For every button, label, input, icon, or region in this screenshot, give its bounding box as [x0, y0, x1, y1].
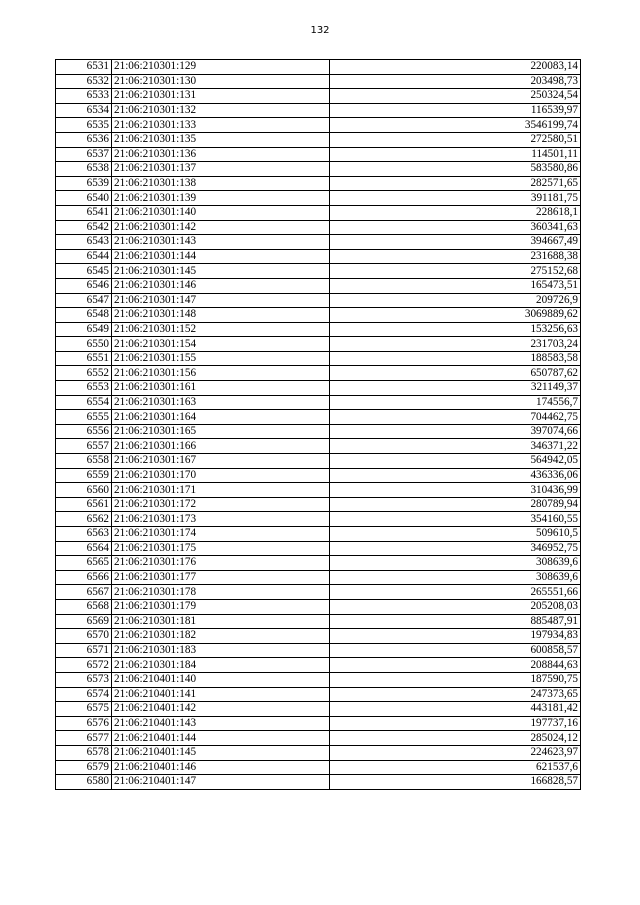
table-row — [56, 191, 581, 206]
row-number: 6573 — [56, 672, 112, 687]
cadastral-number: 21:06:210301:132 — [112, 103, 330, 118]
table-row — [56, 643, 581, 658]
cadastral-value: 188583,58 — [330, 351, 581, 366]
cadastral-number: 21:06:210301:152 — [112, 322, 330, 337]
row-number: 6537 — [56, 147, 112, 162]
cadastral-value: 308639,6 — [330, 570, 581, 585]
table-row — [56, 410, 581, 425]
cadastral-value: 174556,7 — [330, 395, 581, 410]
table-row — [56, 162, 581, 177]
row-number: 6546 — [56, 278, 112, 293]
cadastral-number: 21:06:210301:135 — [112, 132, 330, 147]
row-number: 6574 — [56, 687, 112, 702]
table-row — [56, 351, 581, 366]
row-number: 6538 — [56, 162, 112, 177]
table-row — [56, 147, 581, 162]
cadastral-value: 265551,66 — [330, 585, 581, 600]
table-row — [56, 614, 581, 629]
cadastral-value-table — [55, 59, 581, 790]
cadastral-value: 509610,5 — [330, 527, 581, 542]
table-row — [56, 424, 581, 439]
cadastral-number: 21:06:210301:137 — [112, 162, 330, 177]
cadastral-value: 621537,6 — [330, 760, 581, 775]
row-number: 6560 — [56, 483, 112, 498]
table-row — [56, 308, 581, 323]
cadastral-value: 583580,86 — [330, 162, 581, 177]
table-row — [56, 672, 581, 687]
row-number: 6544 — [56, 249, 112, 264]
cadastral-value: 203498,73 — [330, 74, 581, 89]
cadastral-value: 231688,38 — [330, 249, 581, 264]
cadastral-number: 21:06:210301:131 — [112, 89, 330, 104]
cadastral-value: 308639,6 — [330, 556, 581, 571]
cadastral-number: 21:06:210301:178 — [112, 585, 330, 600]
row-number: 6554 — [56, 395, 112, 410]
table-row — [56, 249, 581, 264]
cadastral-value: 394667,49 — [330, 235, 581, 250]
row-number: 6565 — [56, 556, 112, 571]
table-row — [56, 599, 581, 614]
cadastral-value: 600858,57 — [330, 643, 581, 658]
table-row — [56, 468, 581, 483]
cadastral-value: 228618,1 — [330, 205, 581, 220]
cadastral-number: 21:06:210301:136 — [112, 147, 330, 162]
row-number: 6547 — [56, 293, 112, 308]
row-number: 6572 — [56, 658, 112, 673]
table-row — [56, 103, 581, 118]
table-row — [56, 60, 581, 75]
table-row — [56, 716, 581, 731]
cadastral-number: 21:06:210301:129 — [112, 60, 330, 75]
cadastral-value: 166828,57 — [330, 775, 581, 790]
cadastral-value: 280789,94 — [330, 497, 581, 512]
cadastral-value: 360341,63 — [330, 220, 581, 235]
row-number: 6564 — [56, 541, 112, 556]
row-number: 6550 — [56, 337, 112, 352]
row-number: 6559 — [56, 468, 112, 483]
cadastral-value: 272580,51 — [330, 132, 581, 147]
table-row — [56, 176, 581, 191]
table-row — [56, 629, 581, 644]
table-row — [56, 264, 581, 279]
table-row — [56, 395, 581, 410]
cadastral-value: 397074,66 — [330, 424, 581, 439]
row-number: 6541 — [56, 205, 112, 220]
cadastral-number: 21:06:210301:182 — [112, 629, 330, 644]
cadastral-number: 21:06:210301:140 — [112, 205, 330, 220]
row-number: 6580 — [56, 775, 112, 790]
row-number: 6579 — [56, 760, 112, 775]
table-row — [56, 235, 581, 250]
cadastral-number: 21:06:210301:177 — [112, 570, 330, 585]
cadastral-number: 21:06:210301:183 — [112, 643, 330, 658]
cadastral-number: 21:06:210301:173 — [112, 512, 330, 527]
cadastral-value: 346952,75 — [330, 541, 581, 556]
table-row — [56, 132, 581, 147]
row-number: 6553 — [56, 381, 112, 396]
cadastral-number: 21:06:210301:138 — [112, 176, 330, 191]
cadastral-number: 21:06:210301:148 — [112, 308, 330, 323]
cadastral-value: 436336,06 — [330, 468, 581, 483]
row-number: 6555 — [56, 410, 112, 425]
cadastral-value: 704462,75 — [330, 410, 581, 425]
row-number: 6561 — [56, 497, 112, 512]
cadastral-value: 564942,05 — [330, 454, 581, 469]
row-number: 6535 — [56, 118, 112, 133]
cadastral-number: 21:06:210301:139 — [112, 191, 330, 206]
table-row — [56, 585, 581, 600]
cadastral-number: 21:06:210301:133 — [112, 118, 330, 133]
table-row — [56, 118, 581, 133]
cadastral-number: 21:06:210301:142 — [112, 220, 330, 235]
row-number: 6549 — [56, 322, 112, 337]
cadastral-value: 205208,03 — [330, 599, 581, 614]
cadastral-number: 21:06:210401:145 — [112, 745, 330, 760]
table-row — [56, 731, 581, 746]
cadastral-number: 21:06:210401:141 — [112, 687, 330, 702]
cadastral-number: 21:06:210301:154 — [112, 337, 330, 352]
table-row — [56, 512, 581, 527]
cadastral-number: 21:06:210401:142 — [112, 702, 330, 717]
table-row — [56, 366, 581, 381]
row-number: 6539 — [56, 176, 112, 191]
cadastral-value: 885487,91 — [330, 614, 581, 629]
cadastral-number: 21:06:210301:170 — [112, 468, 330, 483]
row-number: 6545 — [56, 264, 112, 279]
table-row — [56, 775, 581, 790]
cadastral-number: 21:06:210301:155 — [112, 351, 330, 366]
cadastral-number: 21:06:210301:165 — [112, 424, 330, 439]
row-number: 6562 — [56, 512, 112, 527]
row-number: 6566 — [56, 570, 112, 585]
cadastral-value: 391181,75 — [330, 191, 581, 206]
table-row — [56, 541, 581, 556]
table-row — [56, 658, 581, 673]
cadastral-value: 3546199,74 — [330, 118, 581, 133]
cadastral-value: 187590,75 — [330, 672, 581, 687]
cadastral-value: 247373,65 — [330, 687, 581, 702]
cadastral-number: 21:06:210301:156 — [112, 366, 330, 381]
cadastral-value: 275152,68 — [330, 264, 581, 279]
row-number: 6567 — [56, 585, 112, 600]
cadastral-value: 209726,9 — [330, 293, 581, 308]
row-number: 6558 — [56, 454, 112, 469]
row-number: 6571 — [56, 643, 112, 658]
table-row — [56, 497, 581, 512]
row-number: 6532 — [56, 74, 112, 89]
table-row — [56, 760, 581, 775]
table-row — [56, 527, 581, 542]
row-number: 6533 — [56, 89, 112, 104]
cadastral-number: 21:06:210301:143 — [112, 235, 330, 250]
row-number: 6534 — [56, 103, 112, 118]
table-row — [56, 687, 581, 702]
cadastral-value: 346371,22 — [330, 439, 581, 454]
table-row — [56, 454, 581, 469]
cadastral-value: 650787,62 — [330, 366, 581, 381]
table-row — [56, 74, 581, 89]
cadastral-number: 21:06:210301:146 — [112, 278, 330, 293]
cadastral-value: 3069889,62 — [330, 308, 581, 323]
table-row — [56, 570, 581, 585]
cadastral-number: 21:06:210301:174 — [112, 527, 330, 542]
row-number: 6531 — [56, 60, 112, 75]
cadastral-value: 224623,97 — [330, 745, 581, 760]
row-number: 6536 — [56, 132, 112, 147]
row-number: 6557 — [56, 439, 112, 454]
cadastral-value: 443181,42 — [330, 702, 581, 717]
table-row — [56, 439, 581, 454]
table-row — [56, 381, 581, 396]
table-row — [56, 337, 581, 352]
cadastral-number: 21:06:210401:147 — [112, 775, 330, 790]
cadastral-number: 21:06:210301:181 — [112, 614, 330, 629]
cadastral-number: 21:06:210401:146 — [112, 760, 330, 775]
row-number: 6551 — [56, 351, 112, 366]
cadastral-value: 310436,99 — [330, 483, 581, 498]
cadastral-number: 21:06:210301:130 — [112, 74, 330, 89]
cadastral-number: 21:06:210301:167 — [112, 454, 330, 469]
row-number: 6556 — [56, 424, 112, 439]
table-row — [56, 556, 581, 571]
table-row — [56, 322, 581, 337]
row-number: 6578 — [56, 745, 112, 760]
table-body — [56, 60, 581, 790]
row-number: 6568 — [56, 599, 112, 614]
row-number: 6575 — [56, 702, 112, 717]
cadastral-value: 153256,63 — [330, 322, 581, 337]
page-number: 132 — [310, 25, 330, 36]
cadastral-value: 114501,11 — [330, 147, 581, 162]
cadastral-number: 21:06:210301:164 — [112, 410, 330, 425]
cadastral-number: 21:06:210301:163 — [112, 395, 330, 410]
cadastral-number: 21:06:210301:166 — [112, 439, 330, 454]
cadastral-number: 21:06:210301:175 — [112, 541, 330, 556]
cadastral-value: 116539,97 — [330, 103, 581, 118]
cadastral-value: 231703,24 — [330, 337, 581, 352]
row-number: 6552 — [56, 366, 112, 381]
cadastral-number: 21:06:210301:147 — [112, 293, 330, 308]
table-row — [56, 483, 581, 498]
cadastral-number: 21:06:210301:161 — [112, 381, 330, 396]
cadastral-value: 197934,83 — [330, 629, 581, 644]
cadastral-number: 21:06:210301:184 — [112, 658, 330, 673]
table-row — [56, 702, 581, 717]
cadastral-value: 321149,37 — [330, 381, 581, 396]
row-number: 6540 — [56, 191, 112, 206]
row-number: 6576 — [56, 716, 112, 731]
cadastral-value: 354160,55 — [330, 512, 581, 527]
cadastral-number: 21:06:210301:144 — [112, 249, 330, 264]
cadastral-number: 21:06:210401:144 — [112, 731, 330, 746]
cadastral-value: 282571,65 — [330, 176, 581, 191]
table-row — [56, 745, 581, 760]
table-row — [56, 220, 581, 235]
cadastral-number: 21:06:210401:143 — [112, 716, 330, 731]
row-number: 6569 — [56, 614, 112, 629]
table-row — [56, 205, 581, 220]
row-number: 6548 — [56, 308, 112, 323]
row-number: 6563 — [56, 527, 112, 542]
cadastral-number: 21:06:210401:140 — [112, 672, 330, 687]
cadastral-value: 197737,16 — [330, 716, 581, 731]
row-number: 6542 — [56, 220, 112, 235]
table-row — [56, 278, 581, 293]
row-number: 6543 — [56, 235, 112, 250]
cadastral-number: 21:06:210301:172 — [112, 497, 330, 512]
table-row — [56, 89, 581, 104]
cadastral-number: 21:06:210301:145 — [112, 264, 330, 279]
row-number: 6577 — [56, 731, 112, 746]
cadastral-number: 21:06:210301:179 — [112, 599, 330, 614]
cadastral-value: 165473,51 — [330, 278, 581, 293]
cadastral-number: 21:06:210301:171 — [112, 483, 330, 498]
cadastral-value: 208844,63 — [330, 658, 581, 673]
cadastral-number: 21:06:210301:176 — [112, 556, 330, 571]
table-row — [56, 293, 581, 308]
cadastral-value: 285024,12 — [330, 731, 581, 746]
row-number: 6570 — [56, 629, 112, 644]
cadastral-value: 250324,54 — [330, 89, 581, 104]
cadastral-value: 220083,14 — [330, 60, 581, 75]
